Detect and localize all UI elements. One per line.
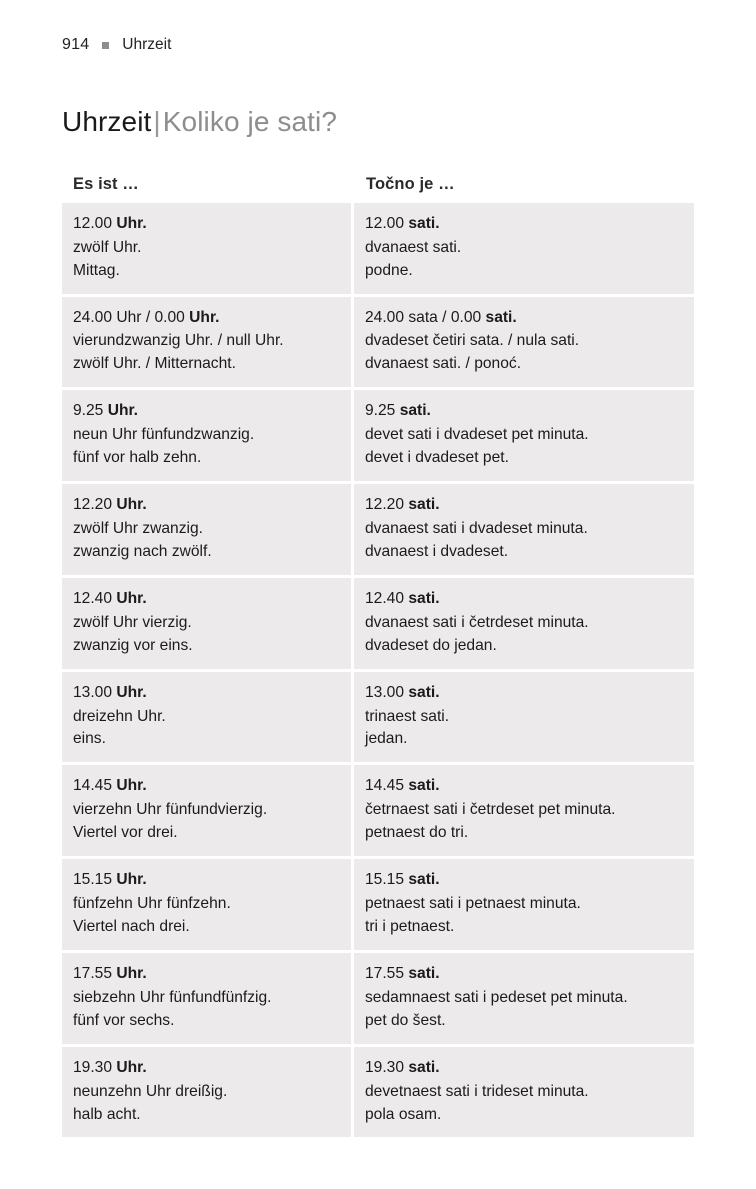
table-row <box>62 484 694 578</box>
phrase-line: eins. <box>73 730 106 748</box>
phrase-line: dvanaest sati. <box>365 238 462 256</box>
phrase-line: vierzehn Uhr fünfundvierzig. <box>73 801 268 819</box>
phrase-line: dvanaest sati. / ponoć. <box>365 355 522 373</box>
phrase-line: pet do šest. <box>365 1011 446 1029</box>
phrase-line: Viertel nach drei. <box>73 918 190 935</box>
time-line: 12.40 sati. <box>365 589 440 607</box>
table-row <box>62 672 694 766</box>
page-title-german: Uhrzeit <box>62 106 152 137</box>
time-line: 17.55 Uhr. <box>73 964 147 982</box>
phrase-line: dreizehn Uhr. <box>73 707 166 725</box>
phrase-line: četrnaest sati i četrdeset pet minuta. <box>365 801 616 819</box>
phrase-line: dvanaest i dvadeset. <box>365 542 509 560</box>
cell-croatian <box>354 297 694 388</box>
cell-croatian <box>354 390 694 481</box>
time-line: 9.25 Uhr. <box>73 402 139 420</box>
running-head <box>62 36 694 54</box>
cell-croatian <box>354 484 694 575</box>
time-line: 24.00 Uhr / 0.00 Uhr. <box>73 308 220 326</box>
page-title-separator: | <box>153 106 161 137</box>
time-line: 9.25 sati. <box>365 402 431 420</box>
cell-german <box>62 390 354 481</box>
time-line: 12.20 sati. <box>365 496 440 514</box>
phrase-line: petnaest do tri. <box>365 824 469 842</box>
time-line: 15.15 Uhr. <box>73 871 147 889</box>
phrase-line: devetnaest sati i trideset minuta. <box>365 1082 589 1100</box>
phrase-line: zwölf Uhr. <box>73 238 142 256</box>
phrase-line: fünf vor sechs. <box>73 1011 175 1029</box>
cell-german <box>62 297 354 388</box>
cell-german <box>62 1047 354 1138</box>
phrase-line: devet i dvadeset pet. <box>365 449 509 467</box>
phrase-table <box>62 202 694 1138</box>
square-bullet-icon <box>102 42 109 49</box>
phrase-line: neun Uhr fünfundzwanzig. <box>73 426 255 444</box>
cell-german <box>62 765 354 856</box>
chapter-name: Uhrzeit <box>122 36 172 53</box>
cell-croatian <box>354 203 694 294</box>
time-line: 17.55 sati. <box>365 964 440 982</box>
phrase-line: zwölf Uhr. / Mitternacht. <box>73 355 236 373</box>
time-line: 14.45 Uhr. <box>73 777 147 795</box>
phrase-line: dvadeset do jedan. <box>365 636 497 654</box>
phrase-line: trinaest sati. <box>365 707 450 725</box>
column-headings <box>62 175 694 194</box>
time-line: 19.30 sati. <box>365 1058 440 1076</box>
phrase-line: siebzehn Uhr fünfundfünfzig. <box>73 988 272 1006</box>
time-line: 24.00 sata / 0.00 sati. <box>365 308 517 326</box>
cell-german <box>62 203 354 294</box>
phrase-line: halb acht. <box>73 1105 141 1123</box>
cell-german <box>62 672 354 763</box>
time-line: 15.15 sati. <box>365 871 440 889</box>
phrase-line: dvanaest sati i četrdeset minuta. <box>365 613 589 631</box>
phrase-line: zwanzig nach zwölf. <box>73 542 212 560</box>
cell-german <box>62 484 354 575</box>
time-line: 14.45 sati. <box>365 777 440 795</box>
cell-croatian <box>354 765 694 856</box>
time-line: 13.00 Uhr. <box>73 683 147 701</box>
phrase-line: vierundzwanzig Uhr. / null Uhr. <box>73 332 284 350</box>
table-row <box>62 578 694 672</box>
phrase-line: podne. <box>365 261 413 279</box>
page-title <box>62 107 694 138</box>
phrase-line: pola osam. <box>365 1105 442 1123</box>
phrase-line: neunzehn Uhr dreißig. <box>73 1082 228 1100</box>
phrase-line: fünfzehn Uhr fünfzehn. <box>73 895 231 913</box>
time-line: 12.40 Uhr. <box>73 589 147 607</box>
phrase-line: zwölf Uhr vierzig. <box>73 613 192 631</box>
phrase-line: Mittag. <box>73 261 120 279</box>
cell-german <box>62 578 354 669</box>
table-row <box>62 297 694 391</box>
table-row <box>62 765 694 859</box>
table-row <box>62 953 694 1047</box>
page-title-croatian: Koliko je sati? <box>162 106 338 137</box>
time-line: 12.00 Uhr. <box>73 214 147 232</box>
cell-croatian <box>354 1047 694 1138</box>
table-row <box>62 1047 694 1138</box>
cell-croatian <box>354 672 694 763</box>
cell-german <box>62 953 354 1044</box>
phrase-line: dvanaest sati i dvadeset minuta. <box>365 520 588 538</box>
page-number: 914 <box>62 36 90 53</box>
cell-german <box>62 859 354 950</box>
table-row <box>62 390 694 484</box>
phrase-line: jedan. <box>365 730 408 748</box>
phrase-line: petnaest sati i petnaest minuta. <box>365 895 581 913</box>
phrase-line: Viertel vor drei. <box>73 824 178 842</box>
phrase-line: tri i petnaest. <box>365 918 455 935</box>
cell-croatian <box>354 859 694 950</box>
time-line: 12.00 sati. <box>365 214 440 232</box>
cell-croatian <box>354 578 694 669</box>
time-line: 13.00 sati. <box>365 683 440 701</box>
phrase-line: zwanzig vor eins. <box>73 636 193 654</box>
cell-croatian <box>354 953 694 1044</box>
phrase-line: dvadeset četiri sata. / nula sati. <box>365 332 580 350</box>
time-line: 12.20 Uhr. <box>73 496 147 514</box>
phrase-line: zwölf Uhr zwanzig. <box>73 520 203 538</box>
phrase-line: fünf vor halb zehn. <box>73 449 202 467</box>
table-row <box>62 859 694 953</box>
table-row <box>62 203 694 297</box>
phrase-line: devet sati i dvadeset pet minuta. <box>365 426 589 444</box>
phrase-line: sedamnaest sati i pedeset pet minuta. <box>365 988 628 1006</box>
column-heading-croatian: Točno je … <box>366 174 455 193</box>
time-line: 19.30 Uhr. <box>73 1058 147 1076</box>
column-heading-german: Es ist … <box>73 174 139 193</box>
